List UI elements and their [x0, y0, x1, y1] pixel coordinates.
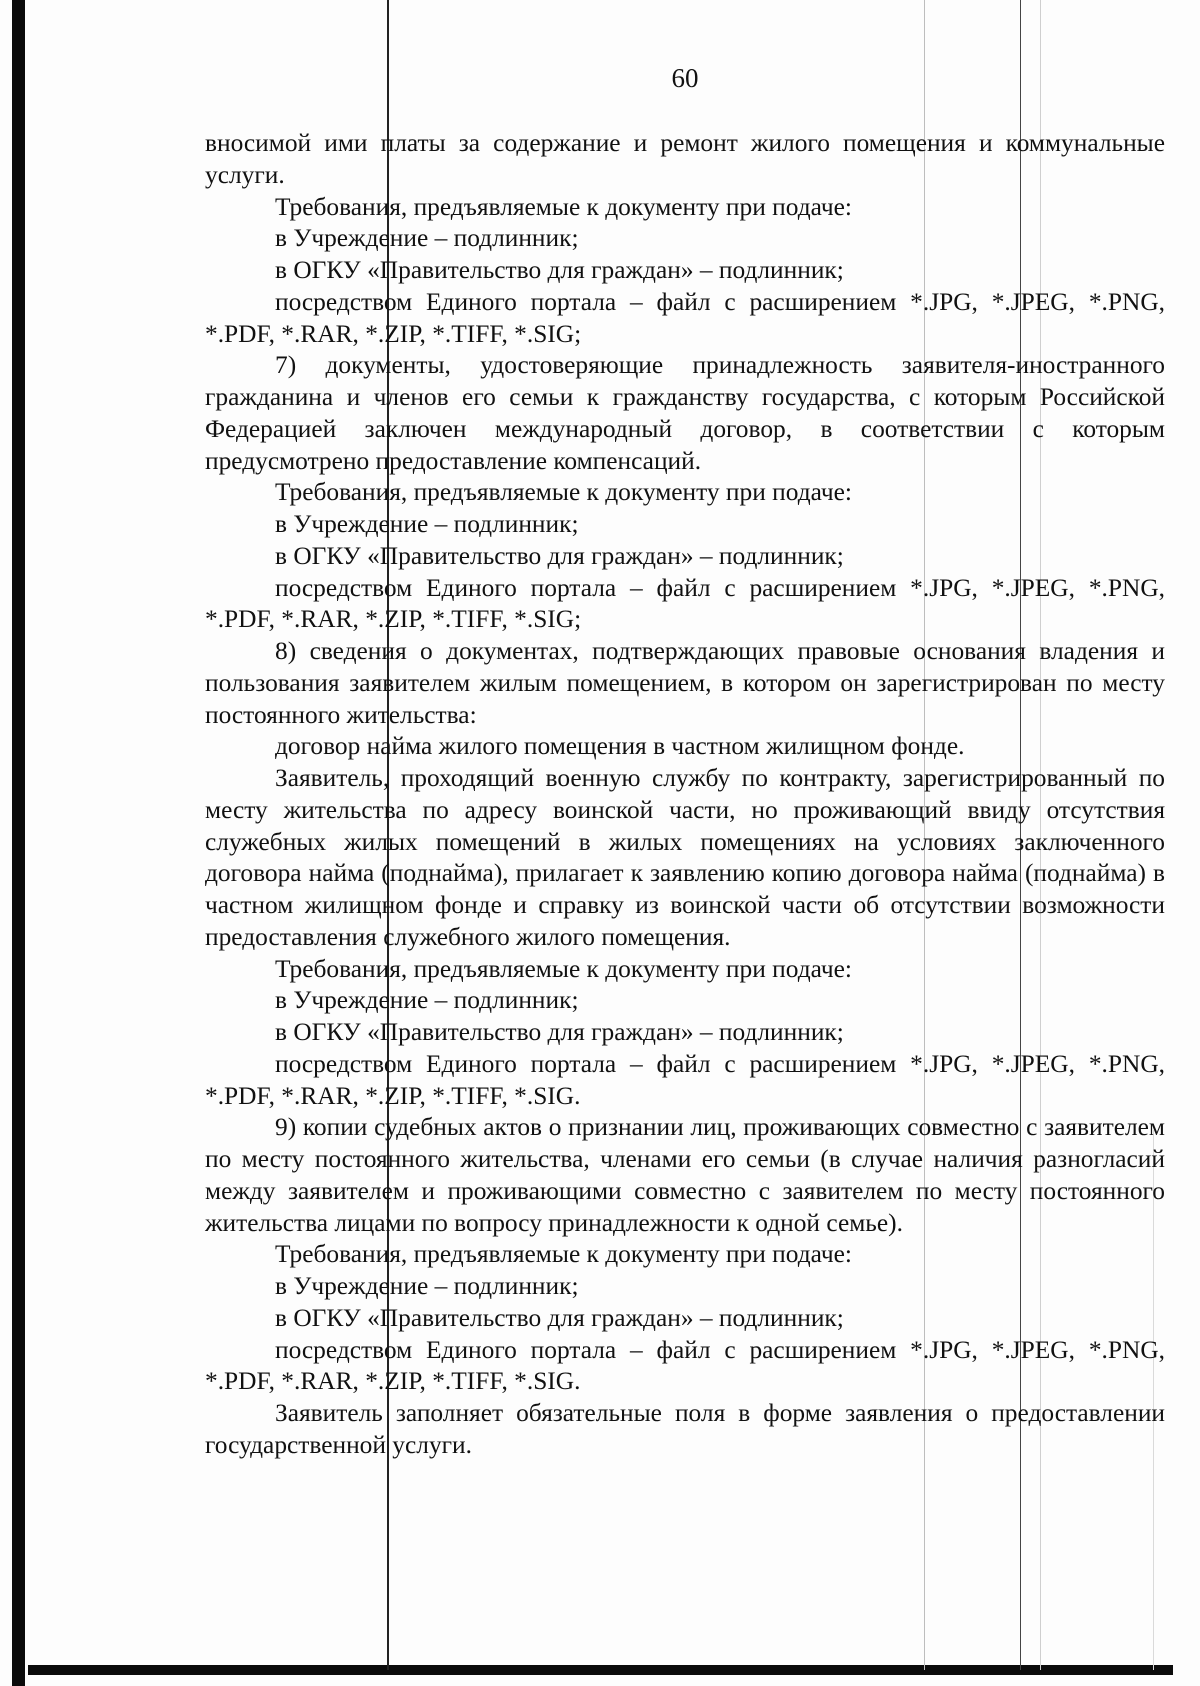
- paragraph: Требования, предъявляемые к документу при подаче:: [275, 954, 852, 983]
- paragraph: в Учреждение – подлинник;: [275, 1272, 579, 1300]
- paragraph: Требования, предъявляемые к документу при подаче:: [275, 1240, 852, 1269]
- paragraph: в ОГКУ «Правительство для граждан» – подлинник;: [275, 256, 844, 284]
- paragraph: посредством Единого портала – файл с расширением *.JPG, *.JPEG, *.PNG, *.PDF, *.RAR, *.ZIP, *.TIFF, *.SIG;: [205, 573, 1165, 634]
- paragraph: посредством Единого портала – файл с расширением *.JPG, *.JPEG, *.PNG, *.PDF, *.RAR, *.ZIP, *.TIFF, *.SIG.: [205, 1049, 1165, 1110]
- paragraph: договор найма жилого помещения в частном жилищном фонде.: [275, 732, 965, 761]
- scan-edge-left: [12, 0, 25, 1686]
- paragraph: в Учреждение – подлинник;: [275, 510, 579, 538]
- paragraph: 8) сведения о документах, подтверждающих правовые основания владения и пользования заявителем жилым помещением, в котором он зарегистрирован по месту постоянного жительства:: [205, 637, 1165, 729]
- paragraph: в ОГКУ «Правительство для граждан» – подлинник;: [275, 1303, 844, 1332]
- paragraph: в Учреждение – подлинник;: [275, 986, 579, 1015]
- paragraph: Заявитель заполняет обязательные поля в форме заявления о предоставлении государственной услуги.: [205, 1399, 1165, 1459]
- paragraph: вносимой ими платы за содержание и ремонт жилого помещения и коммунальные услуги.: [205, 129, 1165, 189]
- page-number: 60: [671, 63, 699, 93]
- paragraph: посредством Единого портала – файл с расширением *.JPG, *.JPEG, *.PNG, *.PDF, *.RAR, *.ZIP, *.TIFF, *.SIG.: [205, 1335, 1165, 1396]
- paragraph: в ОГКУ «Правительство для граждан» – подлинник;: [275, 541, 844, 570]
- paragraph: 9) копии судебных актов о признании лиц, проживающих совместно с заявителем по месту постоянного жительства, членами его семьи (в случае наличия разногласий между заявителем и проживающими совместно с заявителем по месту постоянного жительства лицами по вопросу принадлежности к одной семье).: [205, 1113, 1165, 1237]
- paragraph: Заявитель, проходящий военную службу по контракту, зарегистрированный по месту жительства по адресу воинской части, но проживающий ввиду отсутствия служебных жилых помещений в жилых помещениях на условиях заключенного договора найма (поднайма), прилагает к заявлению копию договора найма (поднайма) в частном жилищном фонде и справку из воинской части об отсутствии возможности предоставления служебного жилого помещения.: [205, 764, 1165, 951]
- scan-edge-bottom: [28, 1665, 1173, 1675]
- paragraph: Требования, предъявляемые к документу при подаче:: [275, 192, 852, 221]
- paragraph: в ОГКУ «Правительство для граждан» – подлинник;: [275, 1018, 844, 1046]
- paragraph: Требования, предъявляемые к документу при подаче:: [275, 478, 852, 507]
- paragraph: в Учреждение – подлинник;: [275, 224, 579, 253]
- paragraph: 7) документы, удостоверяющие принадлежность заявителя-иностранного гражданина и членов его семьи к гражданству государства, с которым Российской Федерацией заключен международный договор, в соответствии с которым предусмотрено предоставление компенсаций.: [205, 351, 1165, 475]
- document-body: [205, 128, 1165, 1462]
- paragraph: посредством Единого портала – файл с расширением *.JPG, *.JPEG, *.PNG, *.PDF, *.RAR, *.ZIP, *.TIFF, *.SIG;: [205, 287, 1165, 348]
